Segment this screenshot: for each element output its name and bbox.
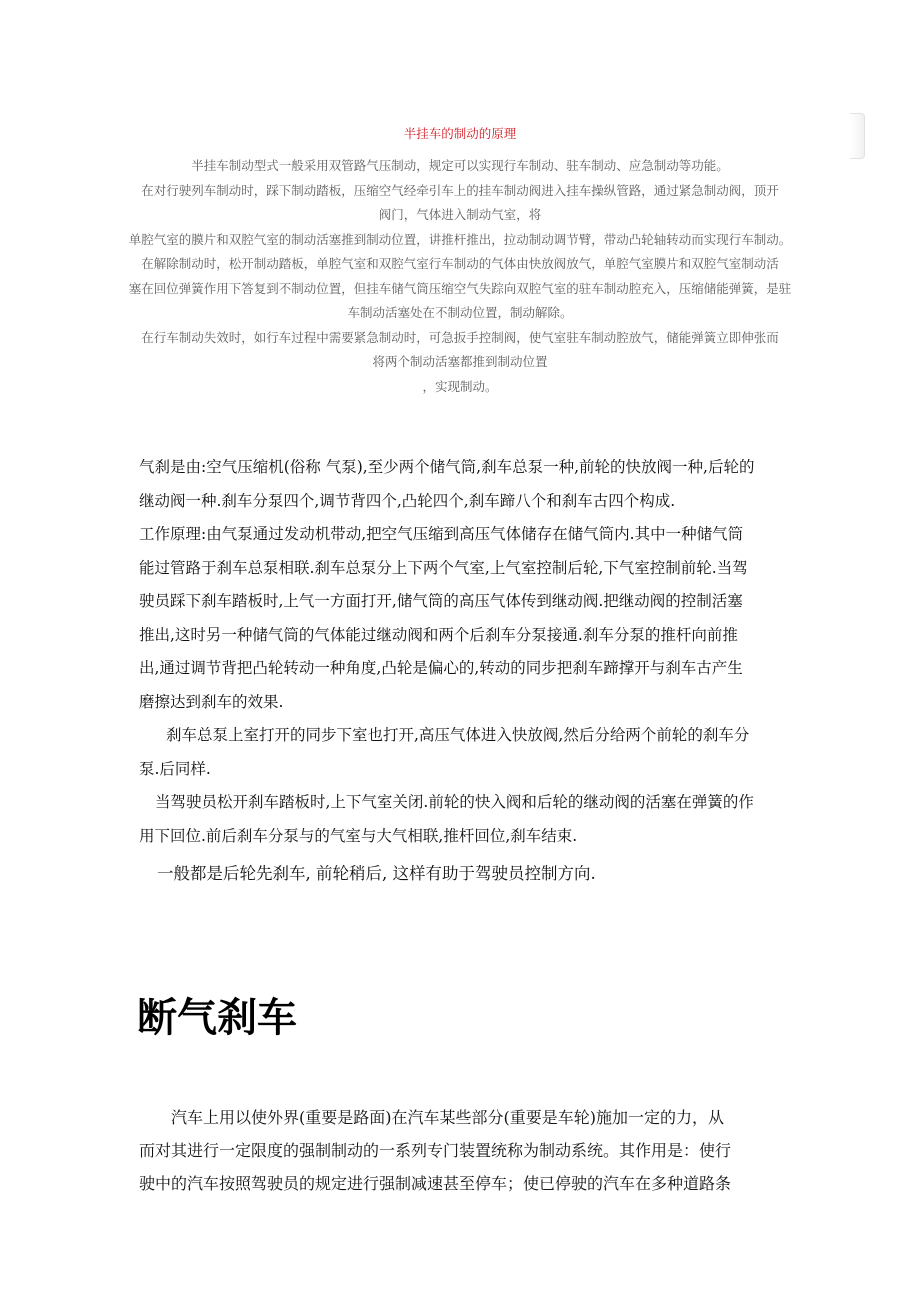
- tail-line: 汽车上用以使外界(重要是路面)在汽车某些部分(重要是车轮)施加一定的力，从: [171, 1108, 724, 1127]
- body-line: 当驾驶员松开刹车踏板时,上下气室关闭.前轮的快入阀和后轮的继动阀的活塞在弹簧的作: [155, 793, 754, 811]
- body-line: 能过管路于刹车总泵相联.刹车总泵分上下两个气室,上气室控制后轮,下气室控制前轮.当驾: [139, 558, 748, 577]
- body-line: 驶员踩下刹车踏板时,上气一方面打开,储气筒的高压气体传到继动阀.把继动阀的控制活塞: [139, 592, 743, 610]
- body-line: 工作原理:由气泵通过发动机带动,把空气压缩到高压气体储存在储气筒内.其中一种储气筒: [139, 525, 744, 543]
- summary-line: 阀门，气体进入制动气室，将: [378, 207, 542, 222]
- summary-line: 半挂车制动型式一般采用双管路气压制动，规定可以实现行车制动、驻车制动、应急制动等功能。: [191, 158, 729, 173]
- summary-line: ，实现制动。: [422, 378, 498, 394]
- summary-line: 在行车制动失效时，如行车过程中需要紧急制动时，可急扳手控制阀，使气室驻车制动腔放气，储能弹簧立即伸张而: [141, 329, 779, 345]
- tail-line: 驶中的汽车按照驾驶员的规定进行强制减速甚至停车；使已停驶的汽车在多种道路条: [139, 1174, 732, 1193]
- summary-line: 在解除制动时，松开制动踏板，单腔气室和双腔气室行车制动的气体由快放阀放气，单腔气室膜片和双腔气室制动活: [141, 256, 779, 271]
- body-line: 用下回位.前后刹车分泵与的气室与大气相联,推杆回位,刹车结束.: [139, 826, 578, 845]
- body-line: 泵.后同样.: [139, 759, 211, 778]
- body-line: 刹车总泵上室打开的同步下室也打开,高压气体进入快放阀,然后分给两个前轮的刹车分: [166, 726, 750, 744]
- body-line: 推出,这时另一种储气筒的气体能过继动阀和两个后刹车分泵接通.刹车分泵的推杆向前推: [139, 625, 738, 644]
- summary-title: 半挂车的制动的原理: [403, 126, 517, 141]
- summary-section: [60, 124, 860, 399]
- section-heading: 断气刹车: [137, 995, 297, 1041]
- summary-line: 车制动活塞处在不制动位置，制动解除。: [347, 305, 573, 320]
- body-section: [139, 451, 789, 891]
- body-line: 出,通过调节背把凸轮转动一种角度,凸轮是偏心的,转动的同步把刹车蹄撑开与刹车古产生: [139, 659, 743, 677]
- tail-line: 而对其进行一定限度的强制制动的一系列专门装置统称为制动系统。其作用是：使行: [139, 1141, 732, 1160]
- body-line: 一般都是后轮先刹车, 前轮稍后, 这样有助于驾驶员控制方向.: [157, 864, 596, 883]
- summary-line: 塞在回位弹簧作用下答复到不制动位置，但挂车储气筒压缩空气失踪向双腔气室的驻车制动腔充入，压缩储能弹簧，是驻: [128, 280, 792, 296]
- body-line: 气刹是由:空气压缩机(俗称 气泵),至少两个储气筒,刹车总泵一种,前轮的快放阀一种,后轮的: [139, 458, 755, 476]
- summary-line: 单腔气室的膜片和双腔气室的制动活塞推到制动位置，讲推杆推出，拉动制动调节臂，带动凸轮轴转动而实现行车制动。: [128, 231, 792, 247]
- body-line: 继动阀一种.刹车分泵四个,调节背四个,凸轮四个,刹车蹄八个和刹车古四个构成.: [139, 491, 676, 510]
- body-line: 磨擦达到刹车的效果.: [139, 692, 284, 711]
- tail-paragraph: [139, 1101, 784, 1200]
- summary-line: 将两个制动活塞都推到制动位置: [372, 354, 548, 369]
- summary-line: 在对行驶列车制动时，踩下制动踏板，压缩空气经牵引车上的挂车制动阀进入挂车操纵管路，通过紧急制动阀，顶开: [141, 182, 779, 198]
